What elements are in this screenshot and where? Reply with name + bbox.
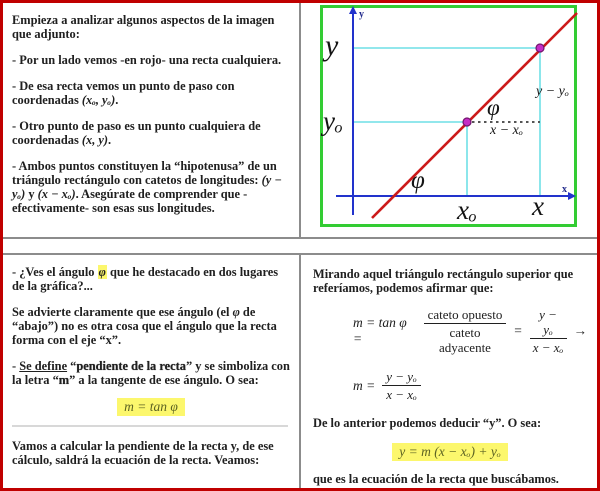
deduce-y-paragraph xyxy=(313,416,587,430)
math-coords-x-y: (x, y) xyxy=(81,133,109,147)
intro-paragraph xyxy=(12,13,290,41)
text-run: - De esa recta vemos un punto de paso con coordenadas xyxy=(12,79,235,107)
point-x-y xyxy=(536,44,544,52)
angle-explanation xyxy=(12,305,290,347)
slope-definition-cell xyxy=(3,255,301,488)
fraction-numerator: cateto opuesto xyxy=(424,307,507,324)
text-run: Mirando aquel triángulo rectángulo superior que referíamos, podemos afirmar que: xyxy=(313,267,574,295)
text-run: De lo anterior podemos deducir “y”. O sea: xyxy=(313,416,542,430)
slope-formula-wrap xyxy=(12,399,290,415)
text-run: ” a la tangente de ese ángulo. O sea: xyxy=(69,373,259,387)
text-run: - xyxy=(12,359,20,373)
math-delta-y: (y − yₒ) xyxy=(12,173,282,201)
fraction-denominator: cateto adyacente xyxy=(438,325,491,355)
label-phi-upper: φ xyxy=(487,95,500,120)
point-xo-yo xyxy=(463,118,471,126)
slope-formula: m = tan φ xyxy=(117,398,185,416)
bullet-point-x-y xyxy=(12,119,290,147)
text-run: que he destacado en dos lugares de la gráfica?... xyxy=(12,265,279,293)
y-axis-letter: y xyxy=(359,9,364,20)
bold-run-pendiente: pendiente de la recta xyxy=(76,359,186,373)
label-yo: yₒ xyxy=(323,106,343,136)
text-run: - Por un lado vemos -en rojo- una recta cualquiera. xyxy=(12,53,282,67)
text-run: ” y se simboliza con la letra “ xyxy=(12,359,290,387)
text-run: que es la ecuación de la recta que buscábamos. xyxy=(313,472,559,486)
bullet-hypotenuse xyxy=(12,159,290,215)
delta-fraction xyxy=(530,307,567,355)
graph-cell xyxy=(301,3,597,237)
derivation-cell xyxy=(301,255,597,488)
slope-definition xyxy=(12,359,290,387)
text-run: Vamos a calcular la pendiente de la recta y, de ese cálculo, saldrá la ecuación de la recta. Veamos: xyxy=(12,439,274,467)
math-delta-x: (x − xₒ) xyxy=(37,187,76,201)
question-angle xyxy=(12,265,290,293)
text-run: Empieza a analizar algunos aspectos de la imagen que adjunto: xyxy=(12,13,275,41)
fraction-numerator: y − yₒ xyxy=(382,369,421,386)
bullet-point-xo-yo xyxy=(12,79,290,107)
triangle-statement xyxy=(313,267,587,295)
next-step-paragraph xyxy=(12,439,290,467)
text-run: - ¿Ves el ángulo xyxy=(12,265,98,279)
text-run: Se advierte claramente que ese ángulo (el xyxy=(12,305,233,319)
math-coords-xo-yo: (xₒ, yₒ) xyxy=(81,93,116,107)
phi-inline: φ xyxy=(232,305,240,319)
label-y: y xyxy=(325,29,339,62)
bullet-red-line xyxy=(12,53,290,67)
text-run: “ xyxy=(67,359,77,373)
text-run: de “abajo”) no es otra cosa que el ángulo que la recta forma con el eje “x”. xyxy=(12,305,277,347)
bottom-row xyxy=(3,253,597,488)
table-gap xyxy=(3,239,597,253)
text-run: - Otro punto de paso es un punto cualquiera de coordenadas xyxy=(12,119,261,147)
line-graph xyxy=(301,3,597,237)
delta-fraction xyxy=(382,369,421,402)
text-run: . xyxy=(115,93,119,107)
line-equation-formula: y = m (x − xₒ) + yₒ xyxy=(392,443,507,461)
x-axis-letter: x xyxy=(562,184,567,195)
line-equation-wrap xyxy=(313,444,587,460)
fraction-denominator: x − xₒ xyxy=(386,387,417,402)
text-run: . xyxy=(108,133,112,147)
red-line xyxy=(372,13,577,218)
text-run: y xyxy=(25,187,38,201)
fraction-denominator: x − xₒ xyxy=(532,340,564,355)
text-run: . Asegúrate de comprender que -efectivamente- son esas sus longitudes. xyxy=(12,187,248,215)
top-row xyxy=(3,3,597,239)
cateto-fraction xyxy=(424,307,507,355)
text-run: - Ambos puntos constituyen la “hipotenusa” de un triángulo rectángulo con catetos de longitudes: xyxy=(12,159,277,187)
intro-text-cell xyxy=(3,3,301,237)
equals-sign: = xyxy=(513,323,523,338)
conclusion-paragraph xyxy=(313,472,587,486)
bold-run-m: m xyxy=(58,373,70,387)
section-divider xyxy=(12,425,288,427)
fraction-numerator: y − yₒ xyxy=(530,307,567,339)
phi-highlight: φ xyxy=(98,265,106,279)
label-x: x xyxy=(532,191,544,221)
slope-result-formula xyxy=(353,369,587,402)
underlined-run: Se define xyxy=(19,359,68,373)
formula-lhs: m = tan φ = xyxy=(353,315,407,346)
label-phi-lower: φ xyxy=(411,167,425,194)
tan-fraction-formula xyxy=(353,307,587,355)
formula-lhs: m = xyxy=(353,377,376,393)
label-delta-x: x − xₒ xyxy=(490,123,523,138)
arrow-icon: → xyxy=(573,323,587,338)
label-xo: xₒ xyxy=(457,195,477,225)
label-delta-y: y − yₒ xyxy=(536,84,569,99)
